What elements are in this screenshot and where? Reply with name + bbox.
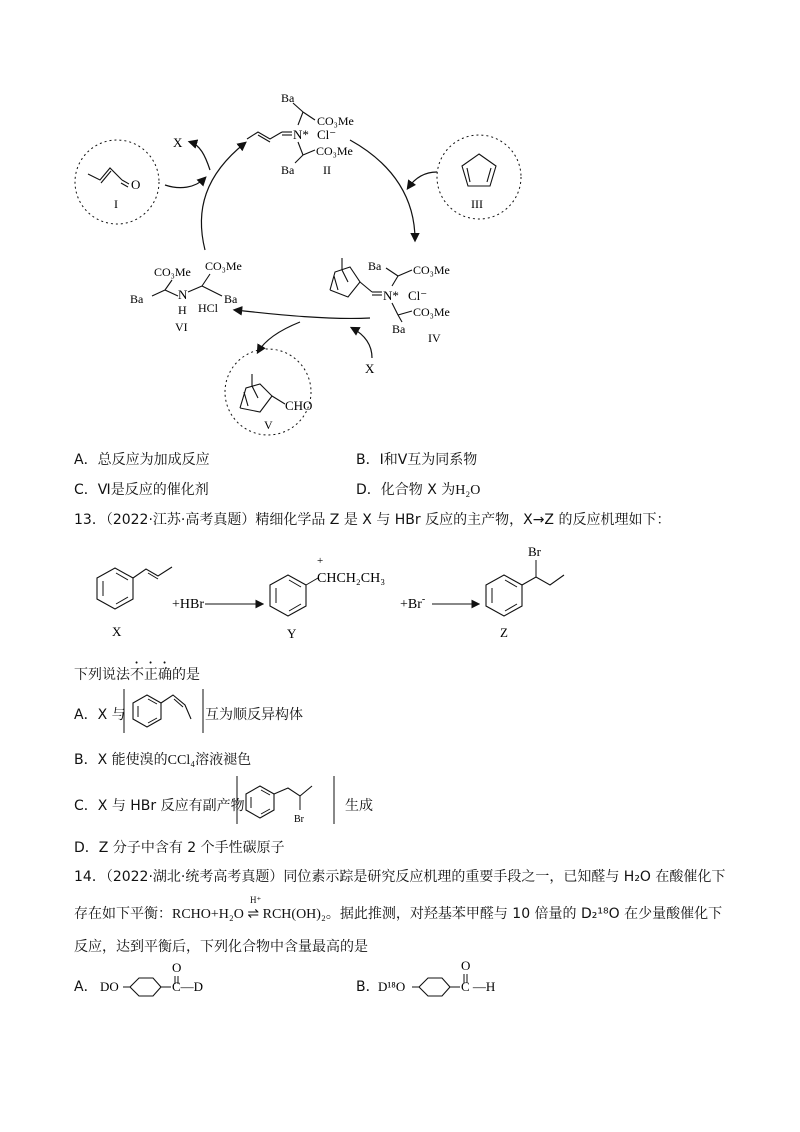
compound-IV-N: N* — [383, 288, 399, 303]
release-V-arrow — [258, 322, 300, 352]
acrolein-O: O — [131, 177, 141, 192]
q13-mechanism-scheme — [0, 530, 800, 645]
compound-IV-Cl: Cl⁻ — [408, 288, 428, 303]
cycle-arrow-top — [350, 140, 415, 240]
label-X-bottom: X — [365, 361, 375, 376]
compound-V-CHO: CHO — [285, 398, 313, 413]
q14-A-O: O — [172, 960, 182, 975]
compound-IV-Ba-top: Ba — [368, 259, 382, 273]
q14-B-CH: C —H — [461, 979, 496, 994]
label-compound-II: II — [323, 163, 331, 177]
Z-Br: Br — [528, 544, 541, 559]
q13-prompt-emphasis: 不正确 — [130, 667, 172, 683]
input-X-arrow — [352, 328, 372, 358]
label-X: X — [112, 624, 122, 639]
label-compound-III: III — [471, 197, 483, 211]
benzene-ring-Y — [270, 575, 306, 616]
q12-option-C[interactable]: C．Ⅵ是反应的催化剂 — [74, 482, 209, 498]
compound-VI-HCl: HCl — [198, 301, 219, 315]
q12-option-D-formula: H₂O — [455, 483, 481, 498]
benzene-ring-X — [97, 568, 133, 609]
q14-line2 — [74, 895, 723, 923]
compound-IV-norbornene — [330, 267, 360, 297]
plus-Br-minus: +Br- — [400, 594, 426, 612]
q14-B-O: O — [461, 958, 471, 973]
label-compound-I: I — [114, 197, 118, 211]
q14-option-A-label: A． — [74, 979, 98, 995]
q14-option-B-label: B． — [356, 979, 380, 995]
input-III-arrow — [408, 172, 437, 188]
label-Y: Y — [287, 626, 297, 641]
side-product-structure — [236, 772, 336, 832]
q14-equation-text: RCHO+H₂O ⇌ RCH(OH)₂ — [172, 907, 326, 922]
catalytic-cycle-diagram — [0, 0, 800, 445]
q14-option-B-structure — [376, 956, 526, 1001]
compound-II-chain — [247, 132, 282, 139]
q14-line1: 14．（2022·湖北·统考高考真题）同位素示踪是研究反应机理的重要手段之一，已知醛与 H₂O 在酸催化下 — [74, 869, 726, 885]
q14-option-A-structure — [95, 958, 235, 1003]
q13-option-A-pre: A．X 与 — [74, 707, 126, 723]
Y-cation: CHCH₂CH₃ — [317, 571, 386, 586]
compound-VI-co2me-left: CO₃Me — [154, 265, 191, 279]
compound-VI-Ba-right: Ba — [224, 292, 238, 306]
compound-IV-Ba-bottom: Ba — [392, 322, 406, 336]
q14-A-DO: DO — [100, 979, 119, 994]
compound-IV-co2me-bottom: CO₃Me — [413, 305, 450, 319]
compound-I-circle — [75, 140, 159, 224]
q13-prompt-pre: 下列说法 — [74, 667, 130, 683]
compound-VI-H: H — [178, 303, 187, 317]
q13-option-B-post: 溶液褪色 — [195, 752, 252, 768]
q12-option-A[interactable]: A．总反应为加成反应 — [74, 452, 210, 468]
q14-equation-condition: H⁺ — [250, 895, 262, 905]
compound-VI-co2me-right: CO₃Me — [205, 259, 242, 273]
cis-isomer-structure — [123, 685, 205, 737]
label-compound-VI: VI — [175, 320, 188, 334]
x-release-arrow — [190, 142, 210, 170]
label-X-top: X — [173, 135, 183, 150]
q13-prompt — [74, 659, 200, 684]
q14-B-D18O: D¹⁸O — [378, 979, 406, 994]
side-product-Br: Br — [294, 814, 304, 825]
compound-II-co2me-bottom: CO₃Me — [316, 144, 353, 158]
q14-line2-pre: 存在如下平衡： — [74, 906, 172, 922]
q13-option-C-post: 生成 — [345, 798, 373, 814]
Y-plus-charge: + — [317, 555, 324, 567]
q14-line2-post: 。据此推测，对羟基苯甲醛与 10 倍量的 D₂¹⁸O 在少量酸催化下 — [325, 906, 723, 922]
q13-option-A[interactable] — [74, 704, 126, 724]
q13-prompt-post: 的是 — [172, 667, 200, 683]
q14-line3: 反应，达到平衡后，下列化合物中含量最高的是 — [74, 939, 368, 955]
q14-equation — [172, 895, 326, 922]
q13-option-C[interactable] — [74, 795, 245, 815]
q13-option-A-post: 互为顺反异构体 — [205, 707, 303, 723]
input-I-arrow — [165, 178, 205, 188]
compound-II-Ba-bottom: Ba — [281, 163, 295, 177]
label-compound-IV: IV — [428, 331, 441, 345]
q13-option-B-formula: CCl₄ — [167, 753, 196, 768]
label-Z: Z — [500, 625, 508, 640]
q12-option-D-text: D．化合物 X 为 — [356, 482, 456, 498]
compound-IV-co2me-top: CO₃Me — [413, 263, 450, 277]
label-compound-V: V — [264, 418, 273, 432]
compound-II-Cl: Cl⁻ — [317, 127, 337, 142]
q12-option-D[interactable] — [356, 479, 480, 499]
q13-header: 13．（2022·江苏·高考真题）精细化学品 Z 是 X 与 HBr 反应的主产物，X→Z 的反应机理如下： — [74, 512, 671, 528]
q12-option-B[interactable]: B．Ⅰ和Ⅴ互为同系物 — [356, 452, 478, 468]
q13-option-C-pre: C．X 与 HBr 反应有副产物 — [74, 798, 245, 814]
benzene-ring-Z — [486, 575, 522, 616]
plus-HBr: +HBr — [172, 597, 205, 612]
compound-II-co2me-top: CO₃Me — [317, 114, 354, 128]
cycle-arrow-left — [201, 143, 245, 250]
compound-II-N: N* — [293, 127, 309, 142]
compound-V-norbornene — [240, 384, 272, 412]
q13-option-D[interactable]: D．Z 分子中含有 2 个手性碳原子 — [74, 840, 285, 856]
compound-VI-Ba-left: Ba — [130, 292, 144, 306]
q13-option-B-pre: B．X 能使溴的 — [74, 752, 168, 768]
compound-II-Ba-top: Ba — [281, 91, 295, 105]
q13-option-B[interactable] — [74, 749, 251, 769]
q14-A-CD: C—D — [172, 979, 204, 994]
cycle-arrow-bottom — [235, 310, 370, 318]
compound-VI-N: N — [178, 287, 188, 302]
